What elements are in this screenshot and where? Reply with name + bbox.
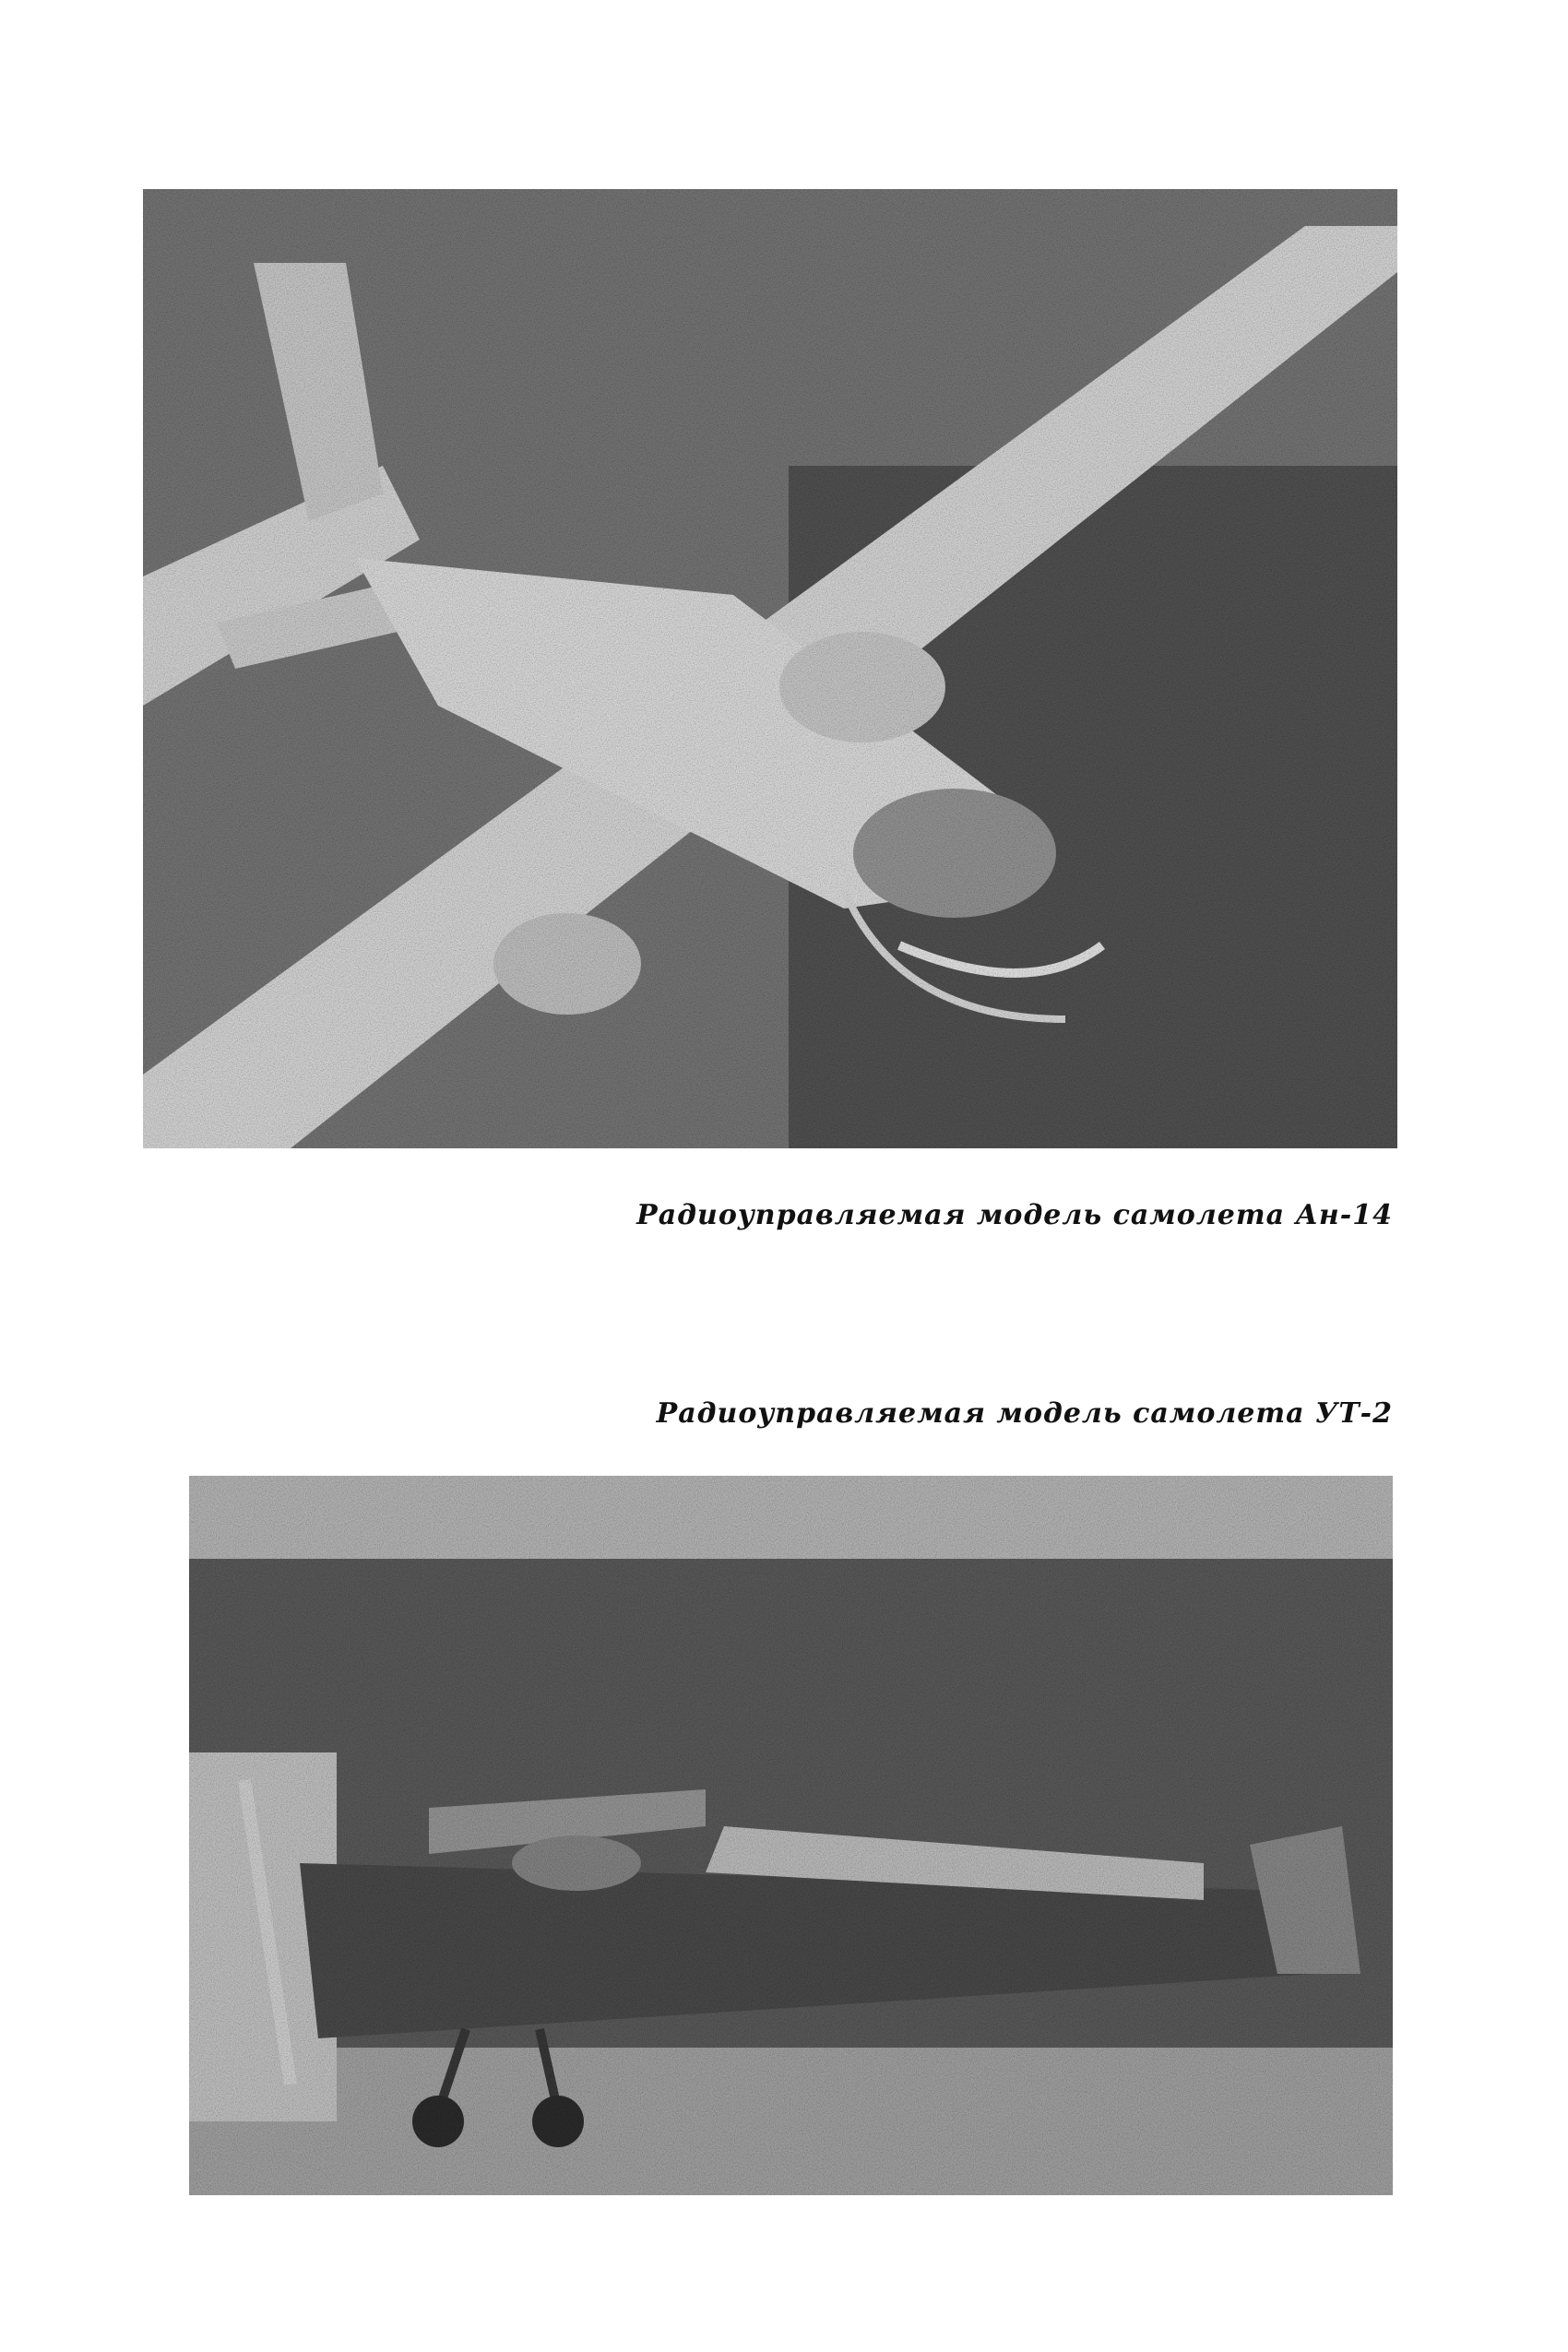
an14-photo-graphic bbox=[143, 189, 1397, 1148]
ut2-caption: Радиоуправляемая модель самолета УТ-2 bbox=[656, 1397, 1393, 1430]
ut2-photo-graphic bbox=[189, 1476, 1393, 2195]
an14-caption: Радиоуправляемая модель самолета Ан-14 bbox=[636, 1199, 1393, 1231]
ut2-model-photo bbox=[189, 1476, 1393, 2195]
an14-model-photo bbox=[143, 189, 1397, 1148]
